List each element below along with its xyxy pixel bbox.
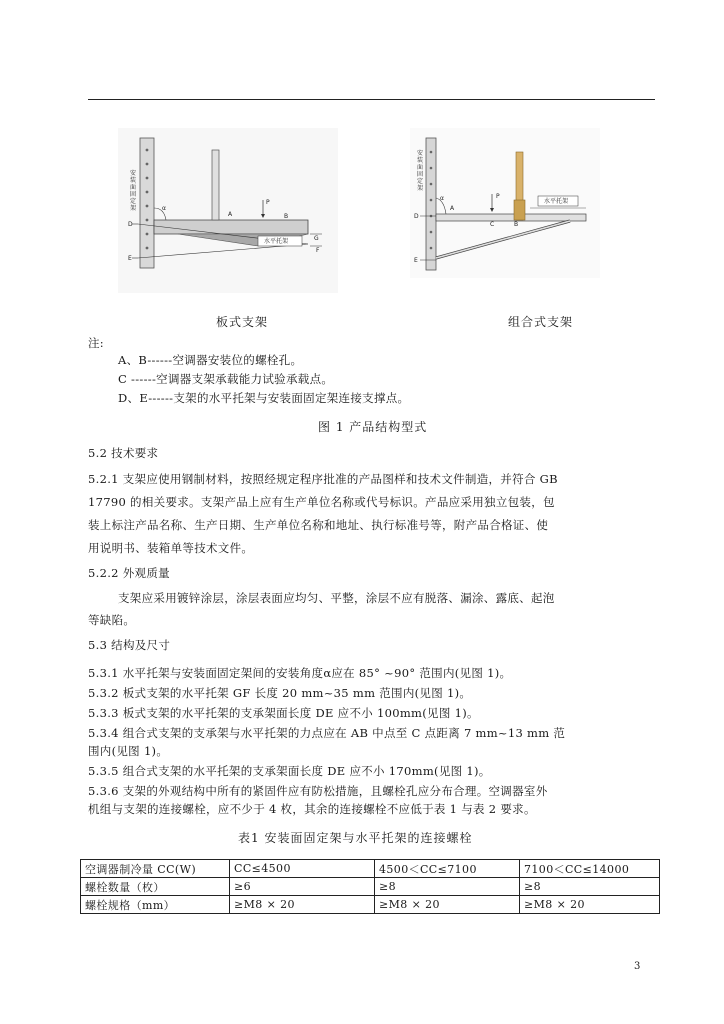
fig-right-letter-a: A (450, 205, 455, 212)
fig-right-horizontal-label: 水平托架 (544, 198, 569, 205)
table-header-cell: 7100＜CC≤14000 (520, 860, 660, 878)
table-cell: ≥8 (520, 878, 660, 896)
table-header-cell: 空调器制冷量 CC(W) (81, 860, 230, 878)
section-5-2-2-title: 5.2.2 外观质量 (88, 566, 170, 580)
fig-left-vertical-label: 安装面固定架 (130, 170, 137, 212)
clause-5-3-1: 5.3.1 水平托架与安装面固定架间的安装角度α应在 85° ~90° 范围内(见图 1)。 (88, 666, 512, 680)
clause-5-3-6-line: 5.3.6 支架的外观结构中所有的紧固件应有防松措施，且螺栓孔应分布合理。空调器室外 (88, 784, 548, 798)
right-figure-caption: 组合式支架 (508, 315, 574, 329)
table-cell: ≥6 (230, 878, 375, 896)
clause-5-3-6-line: 机组与支架的连接螺栓，应不少于 4 枚，其余的连接螺栓不应低于表 1 与表 2 要求。 (88, 802, 536, 816)
fig-left-letter-alpha: α (162, 205, 166, 212)
fig-right-letter-c: C (490, 221, 495, 228)
fig-right-letter-p: P (496, 193, 500, 200)
fig-left-letter-g: G (314, 235, 319, 242)
table-cell: ≥M8 × 20 (230, 896, 375, 914)
section-5-2-title: 5.2 技术要求 (88, 446, 159, 460)
fig-left-letter-a: A (228, 211, 233, 218)
table-cell: ≥M8 × 20 (520, 896, 660, 914)
table-row (81, 878, 660, 896)
fig-left-letter-b: B (284, 213, 289, 220)
table-cell: ≥M8 × 20 (375, 896, 520, 914)
note-item: A、B------空调器安装位的螺栓孔。 (118, 353, 303, 367)
figure-title: 图 1 产品结构型式 (318, 420, 428, 434)
clause-5-3-3: 5.3.3 板式支架的水平托架的支承架面长度 DE 应不小 100mm(见图 1)。 (88, 706, 479, 720)
paragraph-line: 17790 的相关要求。支架产品上应有生产单位名称或代号标识。产品应采用独立包装，包 (88, 495, 555, 509)
fig-right-letter-alpha: α (440, 195, 444, 202)
clause-5-3-5: 5.3.5 组合式支架的水平托架的支承架面长度 DE 应不小 170mm(见图 1)。 (88, 764, 491, 778)
note-item: C ------空调器支架承载能力试验承载点。 (118, 372, 334, 386)
paragraph-line: 装上标注产品名称、生产日期、生产单位名称和地址、执行标准号等，附产品合格证、使 (88, 518, 549, 532)
table-cell: 螺栓规格（mm） (81, 896, 230, 914)
fig-right-letter-d: D (414, 213, 419, 220)
notes-label: 注: (88, 336, 104, 350)
paragraph-line: 等缺陷。 (88, 613, 136, 627)
fig-left-horizontal-label: 水平托架 (264, 238, 289, 245)
bolt-spec-table (80, 859, 660, 914)
fig-left-letter-f: F (316, 247, 320, 254)
plate-bracket-figure (118, 128, 338, 293)
clause-5-3-4-line: 围内(见图 1)。 (88, 744, 169, 758)
fig-left-letter-d: D (128, 221, 133, 228)
fig-left-letter-e: E (128, 255, 132, 262)
fig-right-letter-e: E (414, 257, 418, 264)
paragraph-line: 5.2.1 支架应使用钢制材料，按照经规定程序批准的产品图样和技术文件制造，并符合 GB (88, 472, 558, 486)
fig-right-letter-b: B (514, 221, 519, 228)
table-header-cell: 4500＜CC≤7100 (375, 860, 520, 878)
note-item: D、E------支架的水平托架与安装面固定架连接支撑点。 (118, 391, 410, 405)
combined-bracket-figure (410, 128, 600, 278)
page-number: 3 (634, 961, 641, 972)
table-cell: 螺栓数量（枚） (81, 878, 230, 896)
clause-5-3-2: 5.3.2 板式支架的水平托架 GF 长度 20 mm~35 mm 范围内(见图 1)。 (88, 686, 472, 700)
left-figure-caption: 板式支架 (216, 315, 269, 329)
table-cell: ≥8 (375, 878, 520, 896)
paragraph-line: 用说明书、装箱单等技术文件。 (88, 541, 254, 555)
header-rule (88, 99, 655, 100)
fig-right-vertical-label: 安装面固定架 (417, 150, 424, 192)
table-header-cell: CC≤4500 (230, 860, 375, 878)
table-title: 表1 安装面固定架与水平托架的连接螺栓 (238, 831, 473, 845)
section-5-3-title: 5.3 结构及尺寸 (88, 638, 171, 652)
table-row (81, 896, 660, 914)
paragraph-line: 支架应采用镀锌涂层，涂层表面应均匀、平整，涂层不应有脱落、漏涂、露底、起泡 (118, 591, 555, 605)
table-header-row (81, 860, 660, 878)
fig-left-letter-p: P (266, 199, 270, 206)
clause-5-3-4-line: 5.3.4 组合式支架的支承架与水平托架的力点应在 AB 中点至 C 点距离 7 mm~13 mm 范 (88, 726, 566, 740)
